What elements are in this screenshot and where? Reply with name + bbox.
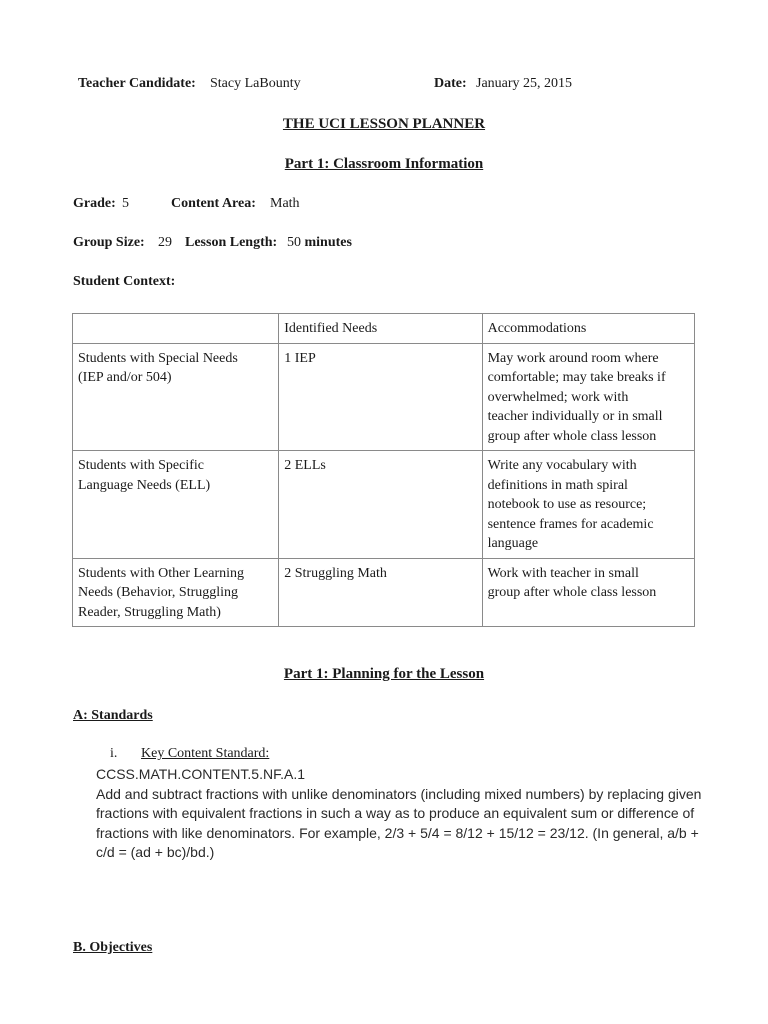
category-cell: Students with Special Needs (IEP and/or 504) bbox=[73, 343, 279, 451]
date-value: January 25, 2015 bbox=[476, 76, 573, 91]
table-header-cell: Identified Needs bbox=[279, 314, 482, 344]
content-area-value: Math bbox=[270, 196, 300, 211]
lesson-length-value: 50 minutes bbox=[287, 235, 352, 250]
standard-code: CCSS.MATH.CONTENT.5.NF.A.1 bbox=[96, 766, 305, 782]
grade-value: 5 bbox=[122, 196, 129, 211]
date-label: Date: bbox=[434, 76, 467, 91]
category-cell: Students with Other Learning Needs (Behavior, Struggling Reader, Struggling Math) bbox=[73, 558, 279, 627]
lesson-length-label: Lesson Length: bbox=[185, 235, 278, 250]
table-header-cell: Accommodations bbox=[482, 314, 694, 344]
table-header-row bbox=[73, 314, 695, 344]
key-content-standard-label: Key Content Standard: bbox=[141, 746, 270, 761]
content-area-label: Content Area: bbox=[171, 196, 256, 211]
standard-description: CCSS.MATH.CONTENT.5.NF.A.1 Add and subtract fractions with unlike denominators (including mixed numbers) by replacing given fractions with equivalent fractions in such a way as to produce an equivalent sum or difference of fractions with like denominators. For example, 2/3 + 5/4 = 8/12 + 15/12 = 23/12. (In general, a/b + c/d = (ad + bc)/bd.) bbox=[96, 765, 706, 863]
table-row bbox=[73, 451, 695, 559]
accommodations-cell: May work around room where comfortable; may take breaks if overwhelmed; work with teacher individually or in small group after whole class lesson bbox=[482, 343, 694, 451]
identified-needs-cell: 2 Struggling Math bbox=[279, 558, 482, 627]
table-row bbox=[73, 558, 695, 627]
category-cell: Students with Specific Language Needs (ELL) bbox=[73, 451, 279, 559]
list-marker: i. bbox=[110, 746, 118, 761]
identified-needs-cell: 1 IEP bbox=[279, 343, 482, 451]
accommodations-cell: Write any vocabulary with definitions in math spiral notebook to use as resource; sentence frames for academic language bbox=[482, 451, 694, 559]
standards-heading: A: Standards bbox=[73, 708, 153, 723]
accommodations-cell: Work with teacher in small group after whole class lesson bbox=[482, 558, 694, 627]
student-context-table bbox=[72, 313, 695, 627]
objectives-heading: B. Objectives bbox=[73, 940, 153, 955]
group-size-label: Group Size: bbox=[73, 235, 145, 250]
table-row bbox=[73, 343, 695, 451]
teacher-candidate-label: Teacher Candidate: bbox=[78, 76, 196, 91]
section-heading-planning: Part 1: Planning for the Lesson bbox=[283, 666, 485, 682]
grade-label: Grade: bbox=[73, 196, 116, 211]
teacher-candidate-value: Stacy LaBounty bbox=[210, 76, 301, 91]
page-title: THE UCI LESSON PLANNER bbox=[282, 116, 486, 132]
table-header-cell bbox=[73, 314, 279, 344]
student-context-label: Student Context: bbox=[73, 274, 176, 289]
group-size-value: 29 bbox=[158, 235, 172, 250]
section-heading-classroom-info: Part 1: Classroom Information bbox=[284, 156, 484, 172]
identified-needs-cell: 2 ELLs bbox=[279, 451, 482, 559]
